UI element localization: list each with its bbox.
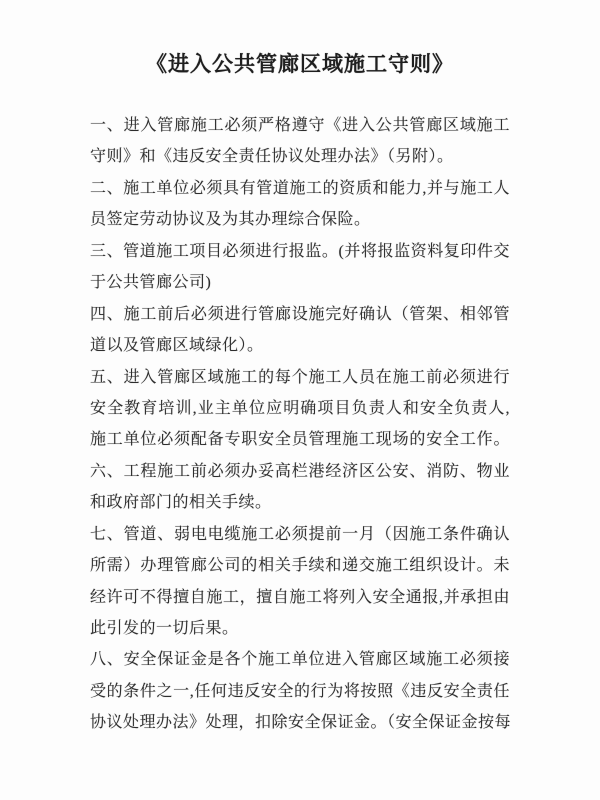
rule-line: 五、进入管廊区域施工的每个施工人员在施工前必须进行 bbox=[90, 368, 510, 386]
rule-line: 六、工程施工前必须办妥高栏港经济区公安、消防、物业 bbox=[90, 462, 510, 480]
rule-line: 员签定劳动协议及为其办理综合保险。 bbox=[90, 211, 371, 229]
document-title: 《进入公共管廊区域施工守则》 bbox=[146, 52, 454, 76]
rule-line: 协议处理办法》处理，扣除安全保证金。（安全保证金按每 bbox=[90, 714, 512, 732]
rule-line: 八、安全保证金是各个施工单位进入管廊区域施工必须接 bbox=[90, 651, 510, 669]
rule-line: 道以及管廊区域绿化）。 bbox=[90, 337, 264, 355]
rule-line: 四、施工前后必须进行管廊设施完好确认（管架、相邻管 bbox=[90, 305, 510, 323]
rule-line: 所需）办理管廊公司的相关手续和递交施工组织设计。未 bbox=[90, 557, 510, 575]
rule-line: 三、管道施工项目必须进行报监。(并将报监资料复印件交 bbox=[90, 242, 510, 260]
rule-line: 受的条件之一,任何违反安全的行为将按照《违反安全责任 bbox=[90, 682, 510, 700]
rule-line: 经许可不得擅自施工，擅自施工将列入安全通报,并承担由 bbox=[90, 588, 510, 606]
rule-line: 此引发的一切后果。 bbox=[90, 620, 239, 637]
rule-line: 二、施工单位必须具有管道施工的资质和能力,并与施工人 bbox=[90, 179, 510, 197]
rule-line: 施工单位必须配备专职安全员管理施工现场的安全工作。 bbox=[90, 431, 510, 449]
rule-line: 于公共管廊公司) bbox=[90, 274, 212, 292]
rule-line: 七、管道、弱电电缆施工必须提前一月（因施工条件确认 bbox=[90, 525, 510, 543]
rule-line: 守则》和《违反安全责任协议处理办法》（另附）。 bbox=[90, 148, 454, 166]
rule-line: 安全教育培训,业主单位应明确项目负责人和安全负责人, bbox=[90, 399, 510, 417]
document-body bbox=[90, 110, 510, 739]
rule-line: 一、进入管廊施工必须严格遵守《进入公共管廊区域施工 bbox=[90, 117, 510, 134]
rule-line: 和政府部门的相关手续。 bbox=[90, 494, 272, 512]
